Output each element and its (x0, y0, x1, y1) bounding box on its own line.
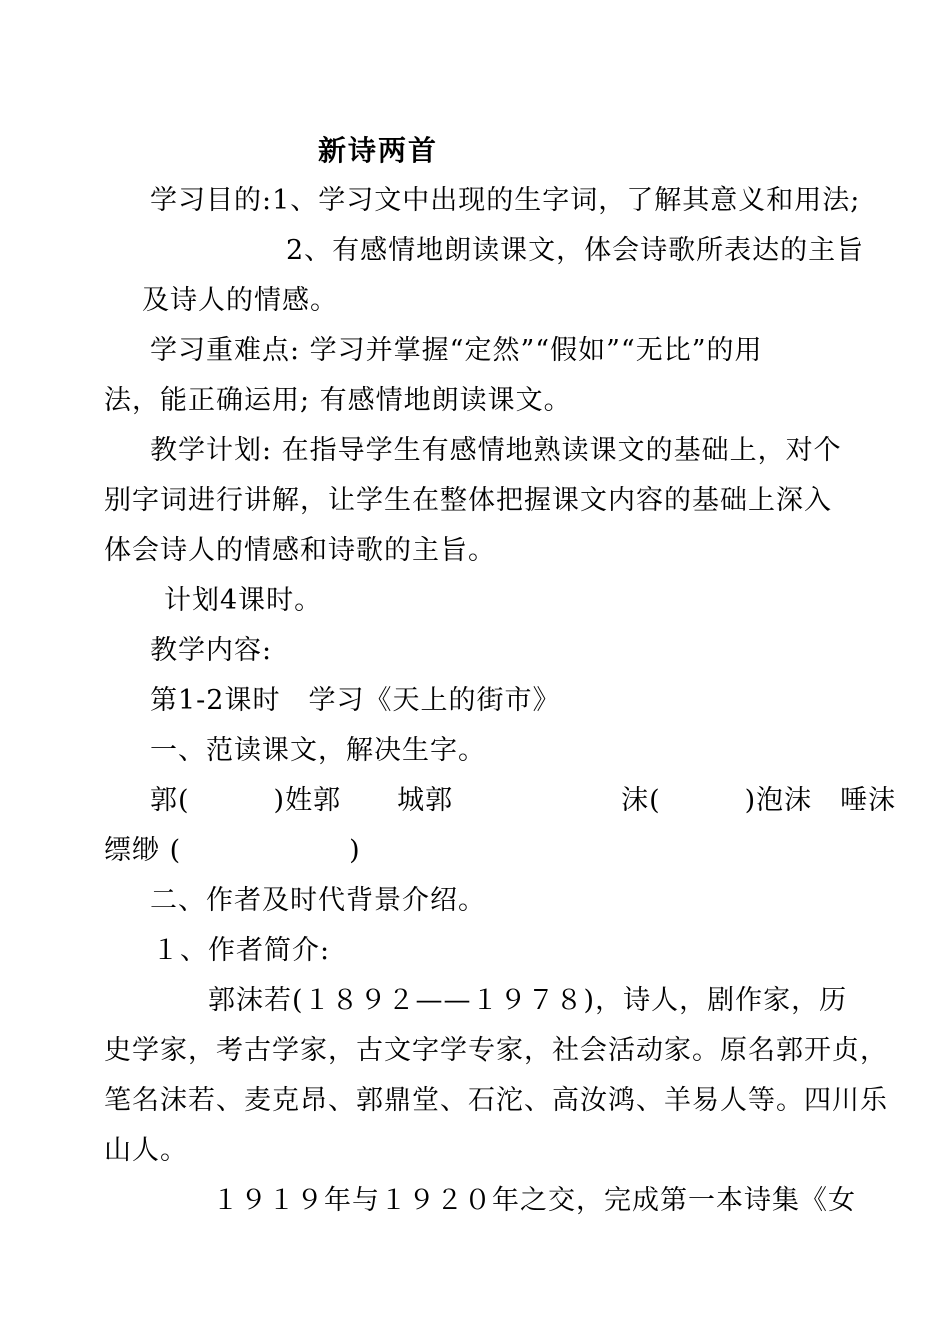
lesson-heading: 第1-2课时 学习《天上的街市》 (150, 685, 561, 716)
vocab-line-2: 缥缈 ( ) (104, 835, 361, 866)
key-points-line-2: 法，能正确运用; 有感情地朗读课文。 (104, 385, 572, 416)
content-heading: 教学内容: (150, 635, 273, 666)
plan-line-3: 体会诗人的情感和诗歌的主旨。 (104, 535, 496, 566)
author-bio-line-3: 笔名沫若、麦克昂、郭鼎堂、石沱、高汝鸿、羊易人等。四川乐 (104, 1085, 888, 1116)
key-points-line-1: 学习重难点: 学习并掌握“定然”“假如”“无比”的用 (150, 335, 763, 366)
section-one-heading: 一、范读课文，解决生字。 (150, 735, 486, 766)
document-title: 新诗两首 (318, 134, 439, 167)
author-intro-heading: １、作者简介: (152, 935, 331, 966)
objective-line-3: 及诗人的情感。 (142, 285, 338, 316)
objective-line-2: 2、有感情地朗读课文，体会诗歌所表达的主旨 (286, 235, 865, 266)
author-bio-line-1: 郭沫若(１８９２——１９７８)，诗人，剧作家，历 (208, 985, 848, 1016)
section-two-heading: 二、作者及时代背景介绍。 (150, 885, 486, 916)
author-bio-line-4: 山人。 (104, 1135, 188, 1166)
vocab-line-1: 郭( )姓郭 城郭 沫( )泡沫 唾沫 (150, 785, 897, 816)
plan-line-2: 别字词进行讲解，让学生在整体把握课文内容的基础上深入 (104, 485, 832, 516)
author-bio-line-5: １９１９年与１９２０年之交，完成第一本诗集《女 (212, 1185, 856, 1216)
author-bio-line-2: 史学家，考古学家，古文字学专家，社会活动家。原名郭开贞， (104, 1035, 888, 1066)
plan-line-1: 教学计划: 在指导学生有感情地熟读课文的基础上，对个 (150, 435, 842, 466)
objective-line-1: 学习目的:1、学习文中出现的生字词，了解其意义和用法; (150, 185, 861, 216)
class-hours-line: 计划4课时。 (164, 585, 323, 616)
